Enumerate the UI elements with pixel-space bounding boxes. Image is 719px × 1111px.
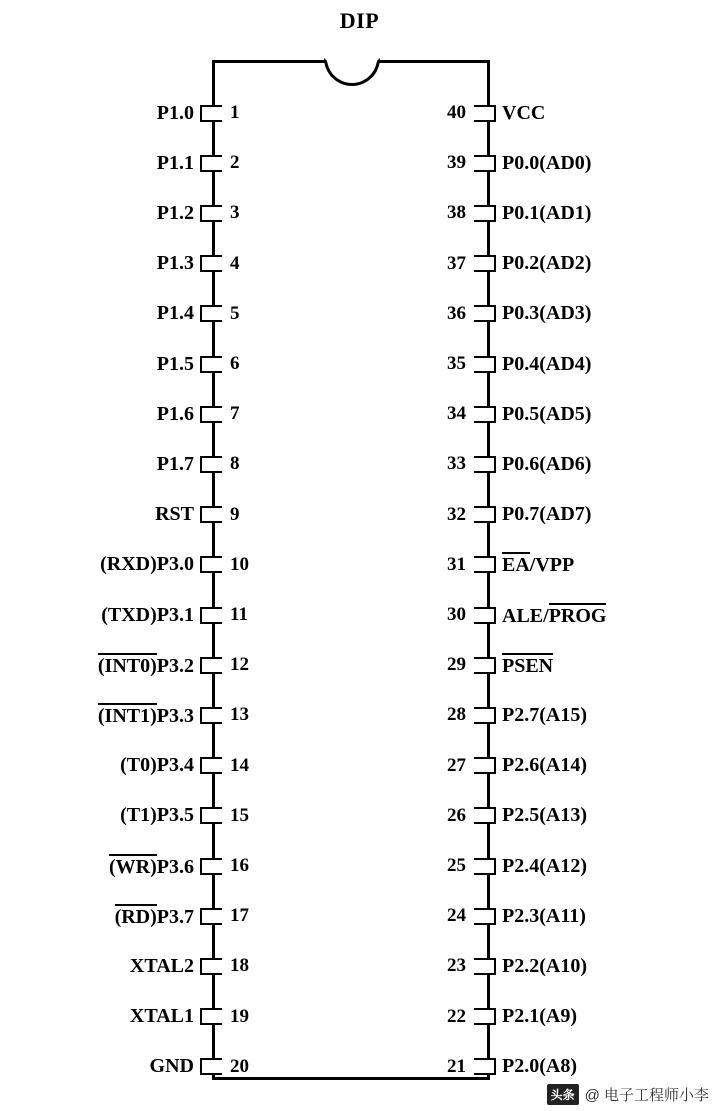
pin-number-34: 34 (447, 403, 466, 425)
pin-pad-30 (474, 607, 496, 624)
pin-row-33 (420, 439, 719, 489)
pin-label-30: ALE/PROG (502, 604, 607, 627)
pin-pad-37 (474, 255, 496, 272)
pin-label-21: P2.0(A8) (502, 1055, 577, 1078)
pin-number-33: 33 (447, 453, 466, 475)
pin-row-10 (0, 540, 270, 590)
pin-number-2: 2 (230, 152, 240, 174)
pin-pad-9 (200, 506, 222, 523)
pin-row-32 (420, 490, 719, 540)
pin-row-35 (420, 339, 719, 389)
pin-row-20 (0, 1042, 270, 1092)
pin-row-28 (420, 690, 719, 740)
pin-row-11 (0, 590, 270, 640)
pin-row-2 (0, 138, 270, 188)
pin-row-13 (0, 690, 270, 740)
pin-label-22: P2.1(A9) (502, 1005, 577, 1028)
pin-label-32: P0.7(AD7) (502, 503, 592, 526)
pin-pad-18 (200, 958, 222, 975)
pin-label-34: P0.5(AD5) (502, 402, 592, 425)
pin-number-1: 1 (230, 102, 240, 123)
pin-label-23: P2.2(A10) (502, 954, 587, 977)
pin-number-11: 11 (230, 604, 248, 625)
pin-number-28: 28 (447, 704, 466, 726)
pin-number-29: 29 (447, 654, 466, 676)
pin-pad-16 (200, 858, 222, 875)
pin-number-38: 38 (447, 202, 466, 224)
pin-row-16 (0, 841, 270, 891)
pin-row-34 (420, 389, 719, 439)
pin-label-8: P1.7 (156, 452, 194, 475)
pin-number-35: 35 (447, 353, 466, 374)
pin-label-18: XTAL2 (129, 954, 194, 977)
pin-row-8 (0, 439, 270, 489)
pin-label-33: P0.6(AD6) (502, 452, 592, 475)
pin-number-23: 23 (447, 955, 466, 977)
pin-label-9: RST (155, 503, 194, 526)
pin-number-4: 4 (230, 252, 240, 274)
pin-number-31: 31 (447, 553, 466, 575)
pin-row-1 (0, 88, 270, 138)
pin-label-39: P0.0(AD0) (502, 151, 592, 174)
pin-row-18 (0, 941, 270, 991)
pin-pad-20 (200, 1058, 222, 1075)
pin-number-27: 27 (447, 754, 466, 776)
pin-number-6: 6 (230, 353, 240, 374)
pin-row-27 (420, 741, 719, 791)
pin-pad-1 (200, 105, 222, 122)
pin-label-16: (WR)P3.6 (109, 855, 194, 878)
pin-number-18: 18 (230, 955, 249, 977)
pin-number-40: 40 (447, 102, 466, 123)
pin-pad-27 (474, 757, 496, 774)
pin-row-4 (0, 239, 270, 289)
pin-number-25: 25 (447, 855, 466, 876)
pin-row-9 (0, 490, 270, 540)
pin-pad-12 (200, 657, 222, 674)
pin-pad-21 (474, 1058, 496, 1075)
pin-number-3: 3 (230, 202, 240, 224)
pin-label-31: EA/VPP (502, 554, 575, 577)
watermark-text: @ 电子工程师小李 (584, 1087, 709, 1104)
pin-number-39: 39 (447, 152, 466, 174)
pin-number-36: 36 (447, 302, 466, 324)
pin-number-16: 16 (230, 855, 249, 876)
pin-row-6 (0, 339, 270, 389)
pin-pad-38 (474, 205, 496, 222)
pin-pad-26 (474, 807, 496, 824)
pin-pad-34 (474, 406, 496, 423)
pin-number-26: 26 (447, 804, 466, 826)
pin-pad-40 (474, 105, 496, 122)
pin-label-1: P1.0 (156, 101, 194, 124)
pin-label-28: P2.7(A15) (502, 703, 587, 726)
pin-number-5: 5 (230, 302, 240, 324)
pin-label-24: P2.3(A11) (502, 904, 586, 927)
pin-number-20: 20 (230, 1055, 249, 1077)
pin-label-35: P0.4(AD4) (502, 352, 592, 375)
pin-pad-5 (200, 305, 222, 322)
pin-row-14 (0, 741, 270, 791)
pin-label-37: P0.2(AD2) (502, 252, 592, 275)
pin-pad-10 (200, 556, 222, 573)
pin-pad-28 (474, 707, 496, 724)
pin-row-26 (420, 791, 719, 841)
pin-pad-2 (200, 155, 222, 172)
pin-pad-31 (474, 556, 496, 573)
pin-pad-13 (200, 707, 222, 724)
pin-label-15: (T1)P3.5 (120, 804, 194, 827)
pin-label-25: P2.4(A12) (502, 854, 587, 877)
pin-label-12: (INT0)P3.2 (97, 654, 194, 677)
pin-number-7: 7 (230, 403, 240, 425)
pin-row-23 (420, 941, 719, 991)
pin-label-20: GND (149, 1055, 194, 1078)
pin-row-25 (420, 841, 719, 891)
pin-pad-29 (474, 657, 496, 674)
pin-pad-19 (200, 1008, 222, 1025)
pin-pad-22 (474, 1008, 496, 1025)
pin-pad-39 (474, 155, 496, 172)
pin-row-31 (420, 540, 719, 590)
pin-label-4: P1.3 (156, 252, 194, 275)
pin-row-12 (0, 640, 270, 690)
pin-label-17: (RD)P3.7 (114, 905, 194, 928)
pin-row-7 (0, 389, 270, 439)
pin-pad-35 (474, 356, 496, 373)
pin-pad-32 (474, 506, 496, 523)
pin-pad-17 (200, 908, 222, 925)
pin-row-24 (420, 891, 719, 941)
watermark (547, 1084, 709, 1105)
pin-label-36: P0.3(AD3) (502, 302, 592, 325)
pin-number-14: 14 (230, 754, 249, 776)
pin-number-24: 24 (447, 905, 466, 927)
pin-pad-33 (474, 456, 496, 473)
pin-pad-11 (200, 607, 222, 624)
chip-notch-mask (327, 56, 377, 62)
pin-pad-4 (200, 255, 222, 272)
pin-label-14: (T0)P3.4 (120, 754, 194, 777)
pin-pad-23 (474, 958, 496, 975)
pin-pad-25 (474, 858, 496, 875)
pin-number-30: 30 (447, 604, 466, 625)
pin-label-19: XTAL1 (129, 1005, 194, 1028)
page-title: DIP (339, 8, 380, 33)
pin-number-13: 13 (230, 704, 249, 726)
pin-pad-14 (200, 757, 222, 774)
pin-number-22: 22 (447, 1005, 466, 1027)
pin-row-39 (420, 138, 719, 188)
pin-pad-15 (200, 807, 222, 824)
pin-row-15 (0, 791, 270, 841)
pin-label-2: P1.1 (156, 151, 194, 174)
pin-pad-6 (200, 356, 222, 373)
pin-pad-8 (200, 456, 222, 473)
pin-row-36 (420, 289, 719, 339)
pin-row-37 (420, 239, 719, 289)
pin-label-40: VCC (502, 101, 546, 124)
pin-row-19 (0, 992, 270, 1042)
pin-label-6: P1.5 (156, 352, 194, 375)
pin-row-22 (420, 992, 719, 1042)
pin-row-30 (420, 590, 719, 640)
pin-number-19: 19 (230, 1005, 249, 1027)
pin-row-17 (0, 891, 270, 941)
pin-label-10: (RXD)P3.0 (100, 553, 194, 576)
pin-pad-7 (200, 406, 222, 423)
pin-label-7: P1.6 (156, 402, 194, 425)
pin-number-9: 9 (230, 503, 240, 525)
pin-pad-3 (200, 205, 222, 222)
pin-number-8: 8 (230, 453, 240, 475)
pin-row-5 (0, 289, 270, 339)
watermark-badge: 头条 (547, 1084, 579, 1105)
pin-label-38: P0.1(AD1) (502, 201, 592, 224)
pin-number-17: 17 (230, 905, 249, 927)
pin-pad-24 (474, 908, 496, 925)
pin-label-29: PSEN (502, 654, 554, 677)
pin-label-5: P1.4 (156, 302, 194, 325)
pin-number-32: 32 (447, 503, 466, 525)
pin-number-37: 37 (447, 252, 466, 274)
pin-row-38 (420, 188, 719, 238)
pin-row-40 (420, 88, 719, 138)
pin-number-15: 15 (230, 804, 249, 826)
pin-label-26: P2.5(A13) (502, 804, 587, 827)
pin-number-10: 10 (230, 553, 249, 575)
pin-label-27: P2.6(A14) (502, 754, 587, 777)
pin-number-21: 21 (447, 1055, 466, 1077)
pin-label-3: P1.2 (156, 201, 194, 224)
pin-row-29 (420, 640, 719, 690)
pin-label-13: (INT1)P3.3 (97, 704, 194, 727)
pin-number-12: 12 (230, 654, 249, 676)
pin-label-11: (TXD)P3.1 (101, 603, 194, 626)
pin-pad-36 (474, 305, 496, 322)
pin-row-3 (0, 188, 270, 238)
